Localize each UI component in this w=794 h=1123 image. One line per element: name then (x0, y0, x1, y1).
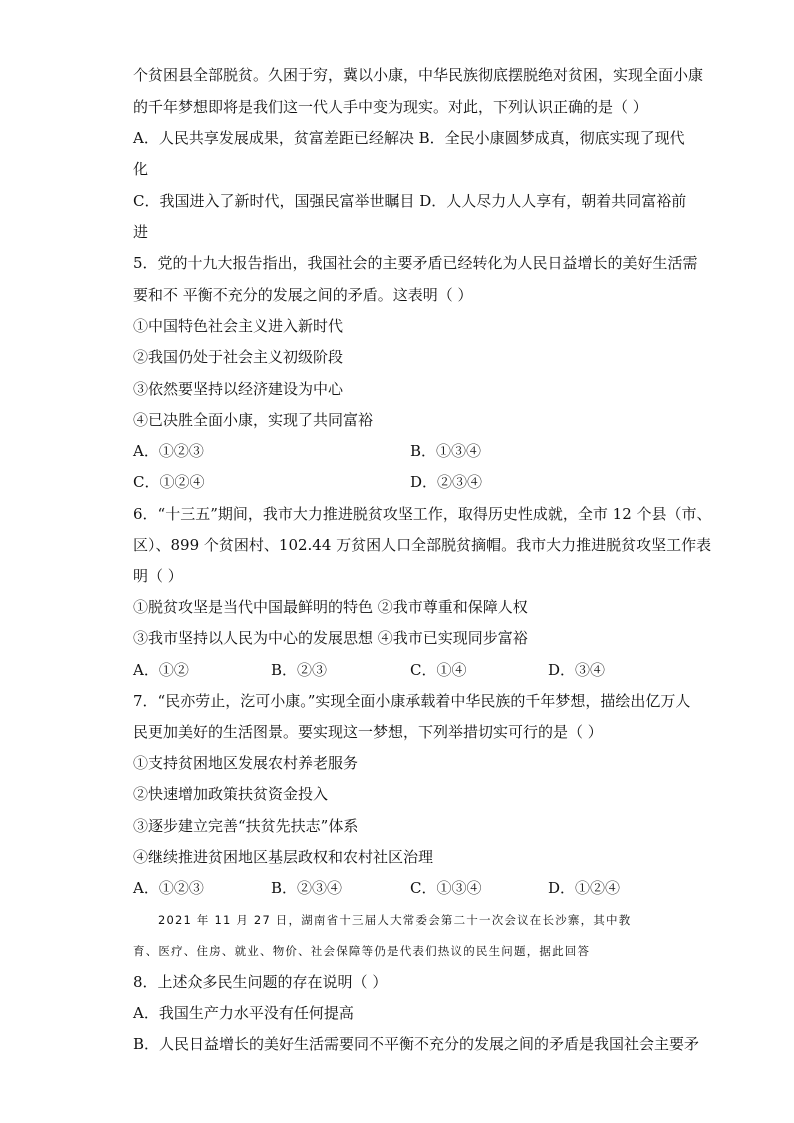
q6-option-b: B．②③ (271, 661, 328, 679)
q7-option-a: A．①②③ (133, 879, 204, 897)
q4-option-cd: C．我国进入了新时代，国强民富举世瞩目 D．人人尽力人人享有，朝着共同富裕前 (133, 192, 687, 210)
q6-statements-1: ①脱贫攻坚是当代中国最鲜明的特色 ②我市尊重和保障人权 (133, 598, 528, 616)
q8-option-a: A．我国生产力水平没有任何提高 (133, 1004, 354, 1022)
q6-option-a: A．①② (133, 661, 189, 679)
q5-stem-line-1: 5．党的十九大报告指出，我国社会的主要矛盾已经转化为人民日益增长的美好生活需 (133, 254, 698, 272)
q7-option-d: D．①②④ (548, 879, 621, 897)
q6-stem-line-3: 明（ ） (133, 567, 183, 585)
q4-text-line-2: 的千年梦想即将是我们这一代人手中变为现实。对此，下列认识正确的是（ ） (133, 98, 648, 116)
q6-statements-2: ③我市坚持以人民为中心的发展思想 ④我市已实现同步富裕 (133, 629, 528, 647)
q5-statement-2: ②我国仍处于社会主义初级阶段 (133, 348, 344, 366)
q4-text-line-1: 个贫困县全部脱贫。久困于穷，冀以小康，中华民族彻底摆脱绝对贫困，实现全面小康 (133, 66, 704, 84)
q8-option-b: B．人民日益增长的美好生活需要同不平衡不充分的发展之间的矛盾是我国社会主要矛 (133, 1035, 700, 1053)
passage-line-1: 2021 年 11 月 27 日，湖南省十三届人大常委会第二十一次会议在长沙寨，其中教 (158, 913, 632, 927)
q6-option-c: C．①④ (410, 661, 467, 679)
q7-option-b: B．②③④ (271, 879, 343, 897)
q4-option-b-wrap: 化 (133, 160, 149, 178)
q5-statement-3: ③依然要坚持以经济建设为中心 (133, 380, 344, 398)
q5-option-d: D．②③④ (410, 473, 483, 491)
q5-option-a: A．①②③ (133, 442, 204, 460)
q8-stem: 8．上述众多民生问题的存在说明（ ） (133, 973, 388, 991)
q5-option-b: B．①③④ (410, 442, 482, 460)
q5-statement-1: ①中国特色社会主义进入新时代 (133, 317, 344, 335)
q4-option-d-wrap: 进 (133, 223, 149, 241)
q7-statement-3: ③逐步建立完善“扶贫先扶志”体系 (133, 817, 359, 835)
q5-option-c: C．①②④ (133, 473, 205, 491)
q6-option-d: D．③④ (548, 661, 606, 679)
q7-statement-1: ①支持贫困地区发展农村养老服务 (133, 754, 359, 772)
q6-stem-line-2: 区）、899 个贫困村、102.44 万贫困人口全部脱贫摘帽。我市大力推进脱贫攻坚工作表 (133, 536, 712, 554)
q5-statement-4: ④已决胜全面小康，实现了共同富裕 (133, 411, 374, 429)
q4-option-ab: A．人民共享发展成果，贫富差距已经解决 B．全民小康圆梦成真，彻底实现了现代 (133, 129, 685, 147)
q7-option-c: C．①③④ (410, 879, 482, 897)
q7-statement-4: ④继续推进贫困地区基层政权和农村社区治理 (133, 848, 434, 866)
passage-line-2: 育、医疗、住房、就业、物价、社会保障等仍是代表们热议的民生问题，据此回答 (133, 944, 591, 958)
q7-stem-line-2: 民更加美好的生活图景。要实现这一梦想，下列举措切实可行的是（ ） (133, 723, 603, 741)
q7-stem-line-1: 7．“民亦劳止，汔可小康。”实现全面小康承载着中华民族的千年梦想，描绘出亿万人 (133, 692, 691, 710)
q6-stem-line-1: 6．“十三五”期间，我市大力推进脱贫攻坚工作，取得历史性成就，全市 12 个县（市、 (133, 505, 712, 523)
q7-statement-2: ②快速增加政策扶贫资金投入 (133, 785, 329, 803)
q5-stem-line-2: 要和不 平衡不充分的发展之间的矛盾。这表明（ ） (133, 286, 473, 304)
